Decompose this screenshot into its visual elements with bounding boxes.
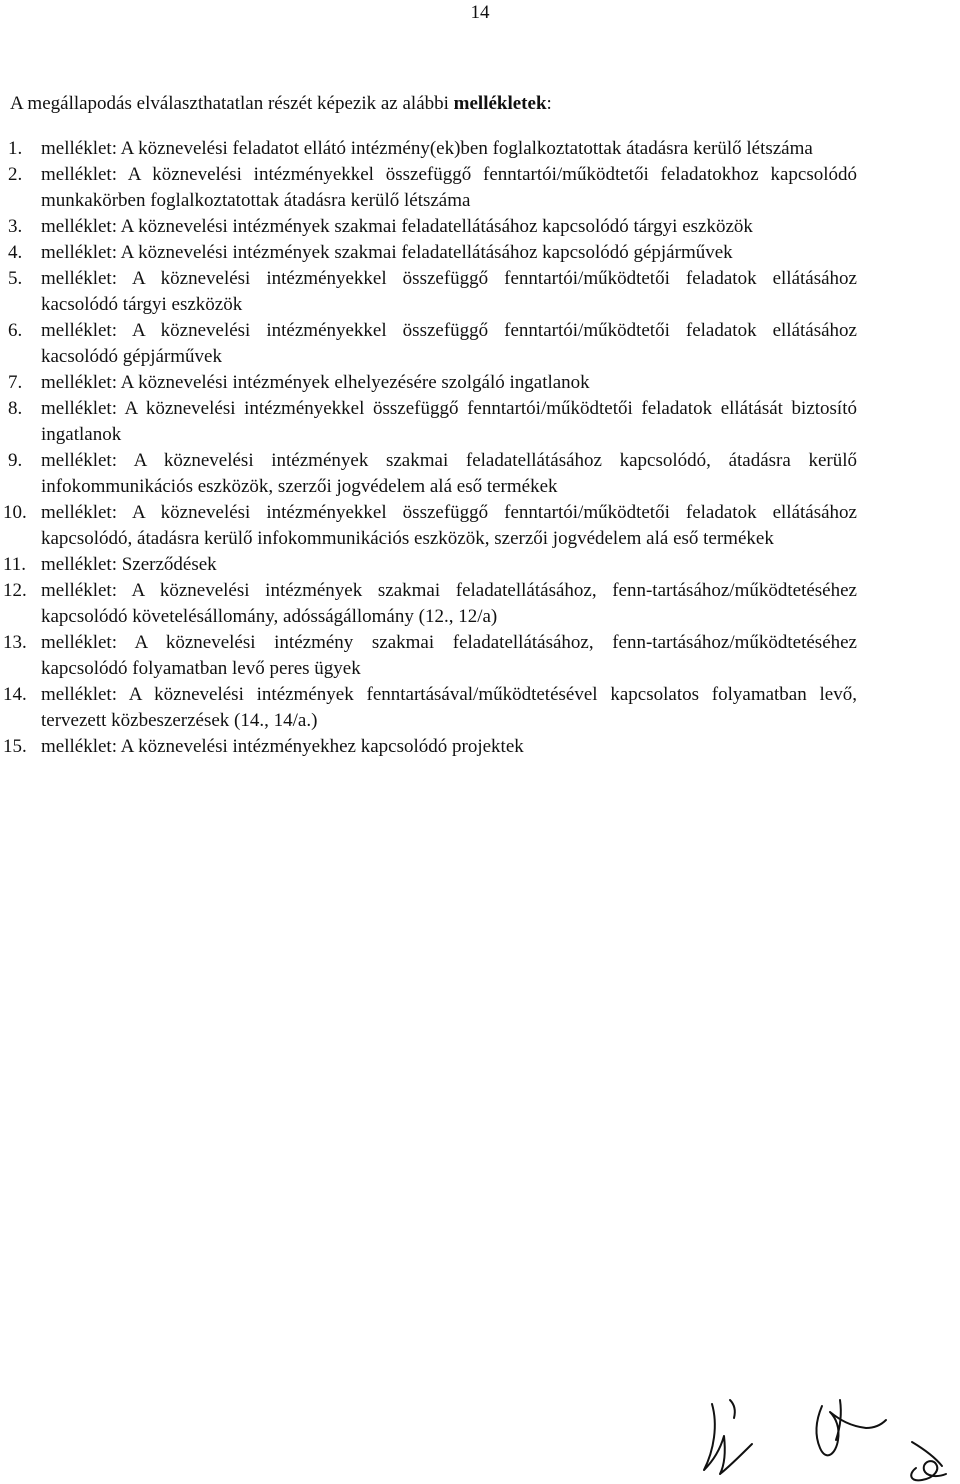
list-item bbox=[0, 578, 857, 630]
item-text: melléklet: A köznevelési intézmények szakmai feladatellátásához, fenn-tartásához/működtetéséhez kapcsolódó követelésállomány, adósságállomány (12., 12/a) bbox=[41, 580, 857, 627]
item-number: 6. bbox=[8, 320, 23, 341]
signature-3 bbox=[911, 1442, 946, 1480]
item-number: 7. bbox=[8, 372, 23, 393]
item-number: 15. bbox=[3, 736, 27, 757]
item-number: 13. bbox=[3, 632, 27, 653]
list-item bbox=[0, 552, 857, 578]
item-number: 11. bbox=[3, 554, 27, 575]
item-number: 1. bbox=[8, 138, 23, 159]
intro-paragraph bbox=[10, 90, 860, 117]
item-number: 5. bbox=[8, 268, 23, 289]
list-item bbox=[0, 630, 857, 682]
intro-bold-text: mellékletek bbox=[453, 93, 547, 114]
item-text: melléklet: A köznevelési feladatot ellátó intézmény(ek)ben foglalkoztatottak átadásra kerülő létszáma bbox=[41, 138, 813, 159]
list-item bbox=[0, 682, 857, 734]
handwritten-signatures bbox=[690, 1370, 960, 1484]
item-text: melléklet: A köznevelési intézmények szakmai feladatellátásához kapcsolódó gépjárművek bbox=[41, 242, 733, 263]
list-item bbox=[0, 318, 857, 370]
item-number: 3. bbox=[8, 216, 23, 237]
item-text: melléklet: A köznevelési intézmények szakmai feladatellátásához kapcsolódó tárgyi eszközök bbox=[41, 216, 753, 237]
item-number: 4. bbox=[8, 242, 23, 263]
item-text: melléklet: Szerződések bbox=[41, 554, 217, 575]
item-text: melléklet: A köznevelési intézményekkel összefüggő fenntartói/működtetői feladatokhoz kapcsolódó munkakörben foglalkoztatottak átadásra kerülő létszáma bbox=[41, 164, 857, 211]
item-number: 14. bbox=[3, 684, 27, 705]
item-text: melléklet: A köznevelési intézmények szakmai feladatellátásához kapcsolódó, átadásra kerülő infokommunikációs eszközök, szerzői jogvédelem alá eső termékek bbox=[41, 450, 857, 497]
item-number: 8. bbox=[8, 398, 23, 419]
item-number: 10. bbox=[3, 502, 27, 523]
page-number: 14 bbox=[470, 2, 490, 23]
list-item bbox=[0, 214, 857, 240]
list-item bbox=[0, 500, 857, 552]
item-number: 12. bbox=[3, 580, 27, 601]
signature-2 bbox=[816, 1406, 886, 1455]
intro-suffix: : bbox=[546, 93, 552, 114]
list-item bbox=[0, 240, 857, 266]
list-item bbox=[0, 370, 857, 396]
attachment-list bbox=[0, 136, 960, 760]
item-text: melléklet: A köznevelési intézmények fenntartásával/működtetésével kapcsolatos folyamatban levő, tervezett közbeszerzések (14., 14/a.) bbox=[41, 684, 857, 731]
item-text: melléklet: A köznevelési intézményekhez kapcsolódó projektek bbox=[41, 736, 524, 757]
intro-text: A megállapodás elválaszthatatlan részét képezik az alábbi bbox=[10, 93, 454, 114]
item-text: melléklet: A köznevelési intézményekkel összefüggő fenntartói/működtetői feladatok ellátásához kapcsolódó, átadásra kerülő infokommunikációs eszközök, szerzői jogvédelem alá eső termékek bbox=[41, 502, 857, 549]
list-item bbox=[0, 734, 857, 760]
list-item bbox=[0, 162, 857, 214]
item-text: melléklet: A köznevelési intézményekkel összefüggő fenntartói/működtetői feladatok ellátását biztosító ingatlanok bbox=[41, 398, 857, 445]
item-text: melléklet: A köznevelési intézmény szakmai feladatellátásához, fenn-tartásához/működtetéséhez kapcsolódó folyamatban levő peres ügyek bbox=[41, 632, 857, 679]
item-text: melléklet: A köznevelési intézményekkel összefüggő fenntartói/működtetői feladatok ellátásához kacsolódó gépjárművek bbox=[41, 320, 857, 367]
list-item bbox=[0, 266, 857, 318]
item-text: melléklet: A köznevelési intézmények elhelyezésére szolgáló ingatlanok bbox=[41, 372, 590, 393]
list-item bbox=[0, 136, 857, 162]
item-number: 2. bbox=[8, 164, 23, 185]
signature-1 bbox=[704, 1404, 752, 1474]
list-item bbox=[0, 448, 857, 500]
item-number: 9. bbox=[8, 450, 23, 471]
item-text: melléklet: A köznevelési intézményekkel összefüggő fenntartói/működtetői feladatok ellátásához kacsolódó tárgyi eszközök bbox=[41, 268, 857, 315]
list-item bbox=[0, 396, 857, 448]
